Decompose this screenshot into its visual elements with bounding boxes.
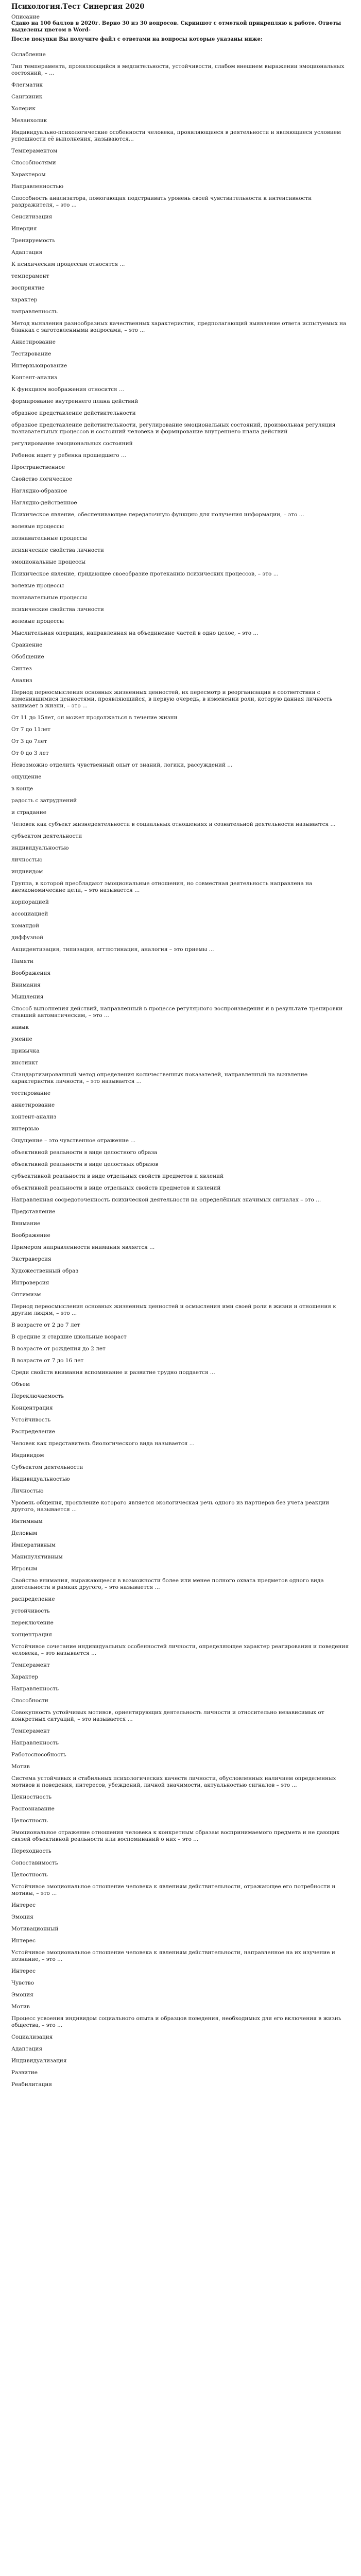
quiz-paragraph: объективной реальности в виде целостных образов — [11, 1161, 159, 1167]
quiz-paragraph: индивидом — [11, 868, 43, 875]
quiz-paragraph: От 3 до 7лет — [11, 738, 47, 744]
quiz-paragraph: Процесс усвоения индивидом социального опыта и образцов поведения, необходимых для его включения в жизнь общества, – это ... — [11, 2015, 343, 2028]
quiz-paragraph: Психическое явление, придающее своеобразие протеканию психических процессов, – это ... — [11, 570, 279, 577]
quiz-paragraph: Ценностность — [11, 1793, 52, 1800]
quiz-paragraph: Мыслительная операция, направленная на объединение частей в одно целое, – это ... — [11, 630, 259, 636]
quiz-paragraph: От 7 до 11лет — [11, 726, 50, 733]
quiz-paragraph: распределение — [11, 1596, 55, 1602]
quiz-paragraph: Императивным — [11, 1541, 56, 1548]
quiz-paragraph: познавательные процессы — [11, 594, 87, 601]
quiz-paragraph: Сангвиник — [11, 93, 43, 100]
quiz-paragraph: направленность — [11, 308, 58, 315]
quiz-paragraph: волевые процессы — [11, 582, 64, 589]
quiz-paragraph: корпорацией — [11, 899, 49, 905]
quiz-paragraph: Обобщение — [11, 653, 44, 660]
quiz-paragraph: инстинкт — [11, 1059, 39, 1066]
quiz-paragraph: Распределение — [11, 1428, 55, 1435]
quiz-paragraph: темперамент — [11, 273, 49, 279]
quiz-paragraph: Индивидуализация — [11, 2057, 67, 2064]
quiz-paragraph: К психическим процессам относятся ... — [11, 261, 125, 267]
quiz-paragraph: Темперамент — [11, 1662, 50, 1668]
quiz-paragraph: Тип темперамента, проявляющийся в медлительности, устойчивости, слабом внешнем выражении эмоциональных состояний, – ... — [11, 63, 346, 76]
quiz-paragraph: Воображение — [11, 1232, 50, 1239]
quiz-paragraph: Мышления — [11, 993, 44, 1000]
quiz-paragraph: Работоспособность — [11, 1751, 66, 1758]
quiz-paragraph: ассоциацией — [11, 910, 48, 917]
quiz-paragraph: Интерес — [11, 1902, 36, 1908]
quiz-paragraph: Направленностью — [11, 183, 64, 190]
quiz-paragraph: Деловым — [11, 1530, 38, 1536]
quiz-paragraph: Адаптация — [11, 249, 43, 256]
quiz-paragraph: эмоциональные процессы — [11, 558, 86, 565]
quiz-paragraph: Инерция — [11, 225, 37, 232]
quiz-paragraph: Ослабление — [11, 51, 46, 58]
quiz-paragraph: Свойство внимания, выражающееся в возможности более или менее полного охвата предметов одного вида деятельности в рамках другого, – это называется ... — [11, 1577, 326, 1590]
quiz-paragraph: Целостность — [11, 1817, 48, 1824]
quiz-paragraph: Темперамент — [11, 1727, 50, 1734]
quiz-paragraph: Ребенок ищет у ребенка прошедшего ... — [11, 452, 126, 459]
quiz-paragraph: Индивидуально-психологические особенности человека, проявляющиеся в деятельности и являющиеся условием успешности её выполнения, называются... — [11, 129, 343, 142]
quiz-paragraph: Группа, в которой преобладают эмоциональные отношения, но совместная деятельность направлена на внеэкономические цели, – это называется ... — [11, 880, 314, 893]
quiz-paragraph: В средние и старшие школьные возраст — [11, 1333, 127, 1340]
quiz-paragraph: Эмоция — [11, 1913, 33, 1920]
quiz-paragraph: Контент-анализ — [11, 374, 57, 381]
quiz-paragraph: Внимание — [11, 1220, 41, 1227]
quiz-paragraph: Способность анализатора, помогающая подстраивать уровень своей чувствительности к интенсивности раздражителя, – это ... — [11, 195, 314, 208]
quiz-paragraph: командой — [11, 922, 40, 929]
quiz-paragraph: восприятие — [11, 284, 45, 291]
quiz-paragraph: Целостность — [11, 1871, 48, 1878]
quiz-paragraph: Система устойчивых и стабильных психологических качеств личности, обусловленных наличием определенных мотивов и поведения, интересов, убеждений, личной значимости, актуальностью сигналов – это ... — [11, 1775, 338, 1788]
quiz-paragraph: Устойчивое сочетание индивидуальных особенностей личности, определяющее характер реагирования и поведения человека, – это называется ... — [11, 1643, 351, 1656]
quiz-paragraph: Реабилитация — [11, 2081, 52, 2088]
quiz-paragraph: К функциям воображения относится ... — [11, 386, 124, 393]
quiz-paragraph: Человек как представитель биологического вида называется ... — [11, 1440, 195, 1447]
quiz-paragraph: Наглядно-действенное — [11, 499, 77, 506]
quiz-paragraph: Ощущение – это чувственное отражение ... — [11, 1137, 136, 1144]
quiz-paragraph: Индивидом — [11, 1452, 44, 1459]
quiz-paragraph: психические свойства личности — [11, 547, 104, 553]
quiz-paragraph: Игровым — [11, 1565, 38, 1572]
quiz-paragraph: интервью — [11, 1125, 39, 1132]
quiz-paragraph: Интимным — [11, 1518, 43, 1524]
quiz-paragraph: Эмоция — [11, 1991, 33, 1998]
quiz-paragraph: Мотивационный — [11, 1925, 59, 1932]
quiz-paragraph: Синтез — [11, 665, 32, 672]
quiz-paragraph: Совокупность устойчивых мотивов, ориентирующих деятельность личности и относительно независимых от конкретных ситуаций, – это называется ... — [11, 1709, 326, 1722]
quiz-paragraph: Развитие — [11, 2069, 38, 2076]
quiz-paragraph: объективной реальности в виде целостного образа — [11, 1149, 158, 1156]
quiz-paragraph: радость с затруднений — [11, 797, 77, 804]
quiz-paragraph: Характером — [11, 171, 46, 178]
quiz-paragraph: В возрасте от 7 до 16 лет — [11, 1357, 84, 1364]
quiz-paragraph: От 0 до 3 лет — [11, 750, 49, 756]
quiz-paragraph: Распознавание — [11, 1805, 55, 1812]
quiz-paragraph: в конце — [11, 785, 33, 792]
intro-line: После покупки Вы получите файл с ответами на вопросы которые указаны ниже: — [11, 37, 263, 42]
quiz-paragraph: привычка — [11, 1047, 40, 1054]
intro-line: Сдано на 100 баллов в 2020г. Верно 30 из 30 вопросов. Скриншот с отметкой прикрепляю к работе. Ответы выделены цветом в Word- — [11, 21, 341, 33]
quiz-paragraph: образное представление действительности, регулирование эмоциональных состояний, произвольная регуляция познавательных процессов и состояний человека и формирование внутреннего плана действий — [11, 421, 337, 435]
quiz-paragraph: Адаптация — [11, 2045, 43, 2052]
quiz-paragraph: тестирование — [11, 1090, 51, 1096]
quiz-paragraph: Человек как субъект жизнедеятельности в социальных отношениях и сознательной деятельности называется ... — [11, 821, 336, 827]
quiz-paragraph: Экстраверсия — [11, 1256, 51, 1262]
quiz-paragraph: Сравнение — [11, 641, 43, 648]
quiz-paragraph: Примером направленности внимания является ... — [11, 1244, 155, 1250]
quiz-paragraph: объективной реальности в виде отдельных свойств предметов и явлений — [11, 1184, 221, 1191]
intro-block — [11, 21, 350, 43]
quiz-content — [11, 52, 350, 2088]
quiz-paragraph: Представление — [11, 1208, 56, 1215]
quiz-paragraph: Анализ — [11, 677, 32, 684]
quiz-paragraph: Мотив — [11, 2003, 30, 2010]
quiz-paragraph: контент-анализ — [11, 1113, 57, 1120]
quiz-paragraph: Темпераментом — [11, 147, 58, 154]
quiz-paragraph: Акцидентизация, типизация, агглютинация, аналогия – это приемы ... — [11, 946, 214, 953]
quiz-paragraph: Наглядно-образное — [11, 487, 67, 494]
quiz-paragraph: волевые процессы — [11, 618, 64, 624]
quiz-paragraph: Воображения — [11, 970, 51, 976]
quiz-paragraph: Мотив — [11, 1763, 30, 1770]
quiz-paragraph: концентрация — [11, 1631, 53, 1638]
quiz-paragraph: Художественный образ — [11, 1267, 79, 1274]
quiz-paragraph: Стандартизированный метод определения количественных показателей, направленный на выявление характеристик личности, – это называется ... — [11, 1071, 310, 1084]
quiz-paragraph: Характер — [11, 1673, 39, 1680]
quiz-paragraph: переключение — [11, 1619, 54, 1626]
quiz-paragraph: Анкетирование — [11, 338, 56, 345]
quiz-paragraph: Тренируемость — [11, 237, 55, 244]
quiz-paragraph: Уровень общения, проявление которого является экологическая речь одного из партнеров без учета реакции другого, называется ... — [11, 1499, 331, 1513]
quiz-paragraph: Направленная сосредоточенность психической деятельности на определённых значимых сигналах – это ... — [11, 1196, 321, 1203]
quiz-paragraph: Переходность — [11, 1848, 51, 1854]
quiz-paragraph: Способ выполнения действий, направленный в процессе регулярного воспроизведения и в результате тренировки ставший автоматическим, – это ... — [11, 1005, 345, 1019]
quiz-paragraph: В возрасте от 2 до 7 лет — [11, 1321, 80, 1328]
quiz-paragraph: Устойчивость — [11, 1416, 51, 1423]
quiz-paragraph: Период переосмысления основных жизненных ценностей и осмысления ими своей роли в жизни и отношения к другим людям, – это ... — [11, 1303, 338, 1316]
quiz-paragraph: Интроверсия — [11, 1279, 49, 1286]
quiz-paragraph: субъективной реальности в виде отдельных свойств предметов и явлений — [11, 1173, 224, 1179]
quiz-paragraph: Памяти — [11, 958, 34, 964]
quiz-paragraph: Объем — [11, 1381, 30, 1387]
quiz-paragraph: познавательные процессы — [11, 535, 87, 541]
quiz-paragraph: Тестирование — [11, 350, 51, 357]
quiz-paragraph: устойчивость — [11, 1607, 50, 1614]
quiz-paragraph: Психическое явление, обеспечивающее передаточную функцию для получения информации, – это ... — [11, 511, 304, 518]
quiz-paragraph: Оптимизм — [11, 1291, 41, 1298]
quiz-paragraph: Субъектом деятельности — [11, 1464, 83, 1470]
quiz-paragraph: Эмоциональное отражение отношения человека к конкретным образам воспринимаемого предмета и не дающих связей объективной реальности или воспоминаний о них – это ... — [11, 1829, 341, 1842]
quiz-paragraph: Концентрация — [11, 1404, 53, 1411]
quiz-paragraph: Устойчивое эмоциональное отношение человека к явлениям действительности, отражающее его потребности и мотивы, – это ... — [11, 1883, 337, 1896]
quiz-paragraph: Манипулятивным — [11, 1553, 63, 1560]
quiz-paragraph: образное представление действительности — [11, 410, 136, 416]
quiz-paragraph: субъектом деятельности — [11, 833, 82, 839]
quiz-paragraph: умение — [11, 1036, 32, 1042]
quiz-paragraph: Среди свойств внимания вспоминание и развитие трудно поддается ... — [11, 1369, 215, 1376]
quiz-paragraph: характер — [11, 296, 38, 303]
quiz-paragraph: Период переосмысления основных жизненных ценностей, их пересмотр и реорганизация в соответствии с изменившимися ценностями, проявляющийся, в первую очередь, в изменении роли, которую данная личность занимает в жизни, – это ... — [11, 689, 334, 709]
quiz-paragraph: Сопоставимость — [11, 1859, 58, 1866]
quiz-paragraph: Чувство — [11, 1979, 35, 1986]
quiz-paragraph: В возрасте от рождения до 2 лет — [11, 1345, 106, 1352]
quiz-paragraph: навык — [11, 1024, 29, 1030]
quiz-paragraph: Личностью — [11, 1487, 44, 1494]
description-label: Описание — [11, 14, 40, 20]
quiz-paragraph: формирование внутреннего плана действий — [11, 398, 139, 404]
quiz-paragraph: индивидуальностью — [11, 844, 69, 851]
page-title: Психология.Тест Синергия 2020 — [11, 3, 145, 11]
quiz-paragraph: Социализация — [11, 2033, 53, 2040]
quiz-paragraph: Сенситизация — [11, 213, 53, 220]
quiz-paragraph: Метод выявления разнообразных качественных характеристик, предполагающий выявление ответа испытуемых на бланках с заготовленными вопросами, – это ... — [11, 320, 348, 333]
quiz-paragraph: анкетирование — [11, 1101, 55, 1108]
quiz-paragraph: ощущение — [11, 773, 42, 780]
quiz-paragraph: Интерес — [11, 1968, 36, 1974]
quiz-paragraph: Направленность — [11, 1739, 59, 1746]
quiz-paragraph: Устойчивое эмоциональное отношение человека к явлениям действительности, направленное на их изучение и познание, – это ... — [11, 1949, 337, 1962]
quiz-paragraph: Способности — [11, 1697, 48, 1704]
quiz-paragraph: Внимания — [11, 981, 41, 988]
quiz-paragraph: Невозможно отделить чувственный опыт от знаний, логики, рассуждений ... — [11, 761, 233, 768]
quiz-paragraph: Интерес — [11, 1937, 36, 1944]
quiz-paragraph: Переключаемость — [11, 1393, 64, 1399]
quiz-paragraph: диффузной — [11, 934, 44, 941]
quiz-paragraph: психические свойства личности — [11, 606, 104, 613]
quiz-paragraph: Пространственное — [11, 464, 65, 470]
quiz-paragraph: От 11 до 15лет, он может продолжаться в течение жизни — [11, 714, 178, 721]
quiz-paragraph: Способностями — [11, 159, 56, 166]
quiz-paragraph: Холерик — [11, 105, 36, 112]
quiz-paragraph: Интервьюирование — [11, 362, 67, 369]
quiz-paragraph: Меланхолик — [11, 117, 47, 124]
quiz-paragraph: Индивидуальностью — [11, 1476, 70, 1482]
quiz-paragraph: и страдание — [11, 809, 46, 816]
quiz-paragraph: регулирование эмоциональных состояний — [11, 440, 133, 447]
quiz-paragraph: Направленность — [11, 1685, 59, 1692]
quiz-paragraph: волевые процессы — [11, 523, 64, 530]
quiz-paragraph: Свойство логическое — [11, 476, 73, 482]
quiz-paragraph: личностью — [11, 856, 43, 863]
quiz-paragraph: Флегматик — [11, 81, 43, 88]
